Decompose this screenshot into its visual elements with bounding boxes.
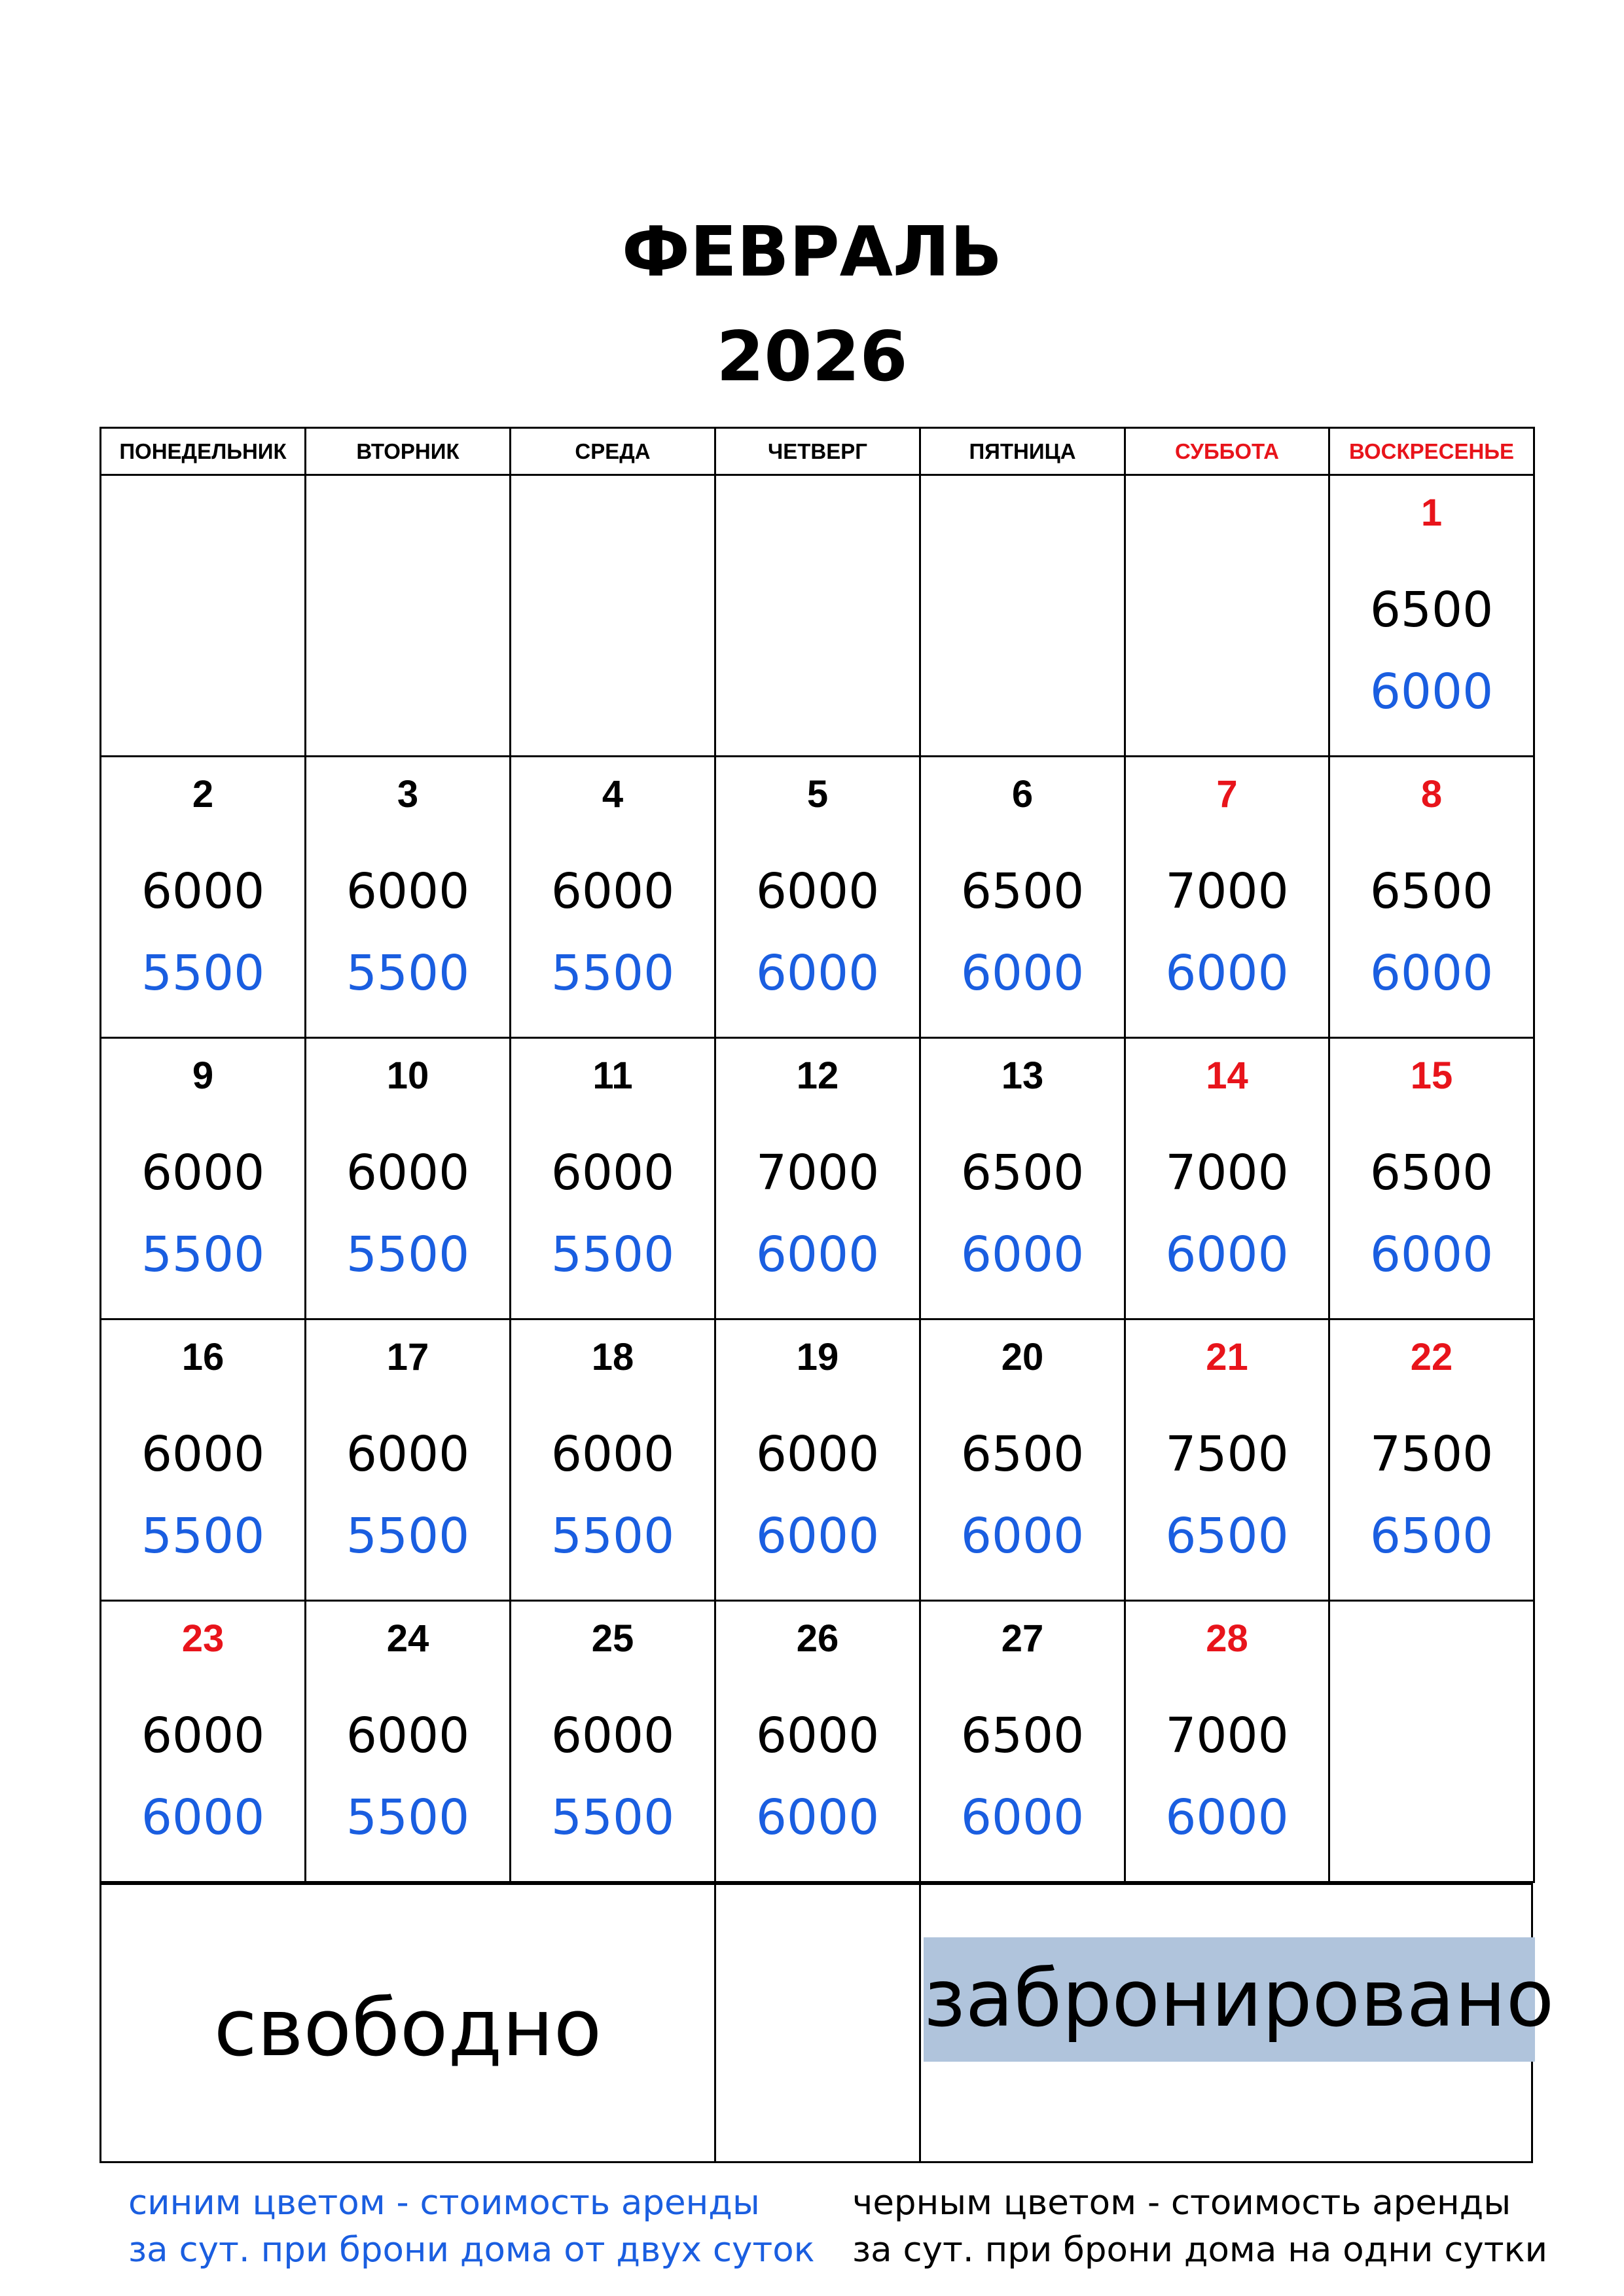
day-cell bbox=[511, 1038, 715, 1319]
legend-box bbox=[99, 1883, 1555, 2163]
price-one-day: 7500 bbox=[1165, 1426, 1289, 1482]
price-two-days: 6000 bbox=[755, 945, 880, 1001]
price-two-days: 6000 bbox=[755, 1508, 880, 1564]
note-one-day-line1: черным цветом - стоимость аренды bbox=[852, 2183, 1511, 2223]
legend-free-label: свободно bbox=[213, 1983, 602, 2074]
day-cell bbox=[1125, 1601, 1329, 1882]
day-number: 2 bbox=[192, 773, 214, 816]
day-number: 15 bbox=[1410, 1054, 1453, 1097]
price-one-day: 6000 bbox=[755, 1708, 880, 1764]
price-two-days: 5500 bbox=[550, 1227, 675, 1283]
price-two-days: 5500 bbox=[141, 1227, 265, 1283]
day-number: 20 bbox=[1001, 1336, 1044, 1378]
day-cell bbox=[1125, 757, 1329, 1038]
legend-booked-label: забронировано bbox=[924, 1937, 1535, 2062]
price-one-day: 6000 bbox=[755, 863, 880, 920]
weekday-tuesday: ВТОРНИК bbox=[306, 428, 511, 475]
price-one-day: 7000 bbox=[1165, 863, 1289, 920]
price-two-days: 6500 bbox=[1165, 1508, 1289, 1564]
empty-cell bbox=[920, 475, 1125, 757]
weekday-wednesday: СРЕДА bbox=[511, 428, 715, 475]
price-one-day: 6000 bbox=[346, 863, 470, 920]
weekday-friday: ПЯТНИЦА bbox=[920, 428, 1125, 475]
day-number: 5 bbox=[806, 773, 829, 816]
calendar-body bbox=[101, 475, 1534, 1882]
day-number: 9 bbox=[192, 1054, 214, 1097]
price-one-day: 6500 bbox=[1369, 582, 1494, 638]
day-number: 21 bbox=[1206, 1336, 1248, 1378]
weekday-monday: ПОНЕДЕЛЬНИК bbox=[101, 428, 306, 475]
day-cell bbox=[715, 1601, 920, 1882]
empty-cell bbox=[1125, 475, 1329, 757]
price-one-day: 6500 bbox=[1369, 1145, 1494, 1201]
day-number: 11 bbox=[592, 1054, 633, 1097]
price-one-day: 6000 bbox=[141, 1145, 265, 1201]
day-cell bbox=[920, 1601, 1125, 1882]
year-title: 2026 bbox=[716, 317, 908, 397]
weekday-sunday: ВОСКРЕСЕНЬЕ bbox=[1329, 428, 1534, 475]
price-one-day: 6500 bbox=[960, 863, 1085, 920]
week-row bbox=[101, 1319, 1534, 1601]
price-one-day: 6000 bbox=[550, 1145, 675, 1201]
price-one-day: 6000 bbox=[346, 1145, 470, 1201]
day-cell bbox=[306, 757, 511, 1038]
legend-divider bbox=[714, 1885, 716, 2161]
day-number: 25 bbox=[591, 1617, 634, 1660]
price-two-days: 5500 bbox=[550, 945, 675, 1001]
day-cell bbox=[920, 757, 1125, 1038]
day-cell bbox=[101, 1038, 306, 1319]
day-number: 18 bbox=[591, 1336, 634, 1378]
week-row bbox=[101, 475, 1534, 757]
price-one-day: 6500 bbox=[960, 1145, 1085, 1201]
day-number: 26 bbox=[796, 1617, 839, 1660]
price-two-days: 6000 bbox=[1165, 945, 1289, 1001]
note-one-day-line2: за сут. при брони дома на одни сутки bbox=[852, 2230, 1548, 2270]
price-one-day: 6000 bbox=[550, 863, 675, 920]
price-two-days: 6000 bbox=[1369, 664, 1494, 720]
price-one-day: 6500 bbox=[960, 1708, 1085, 1764]
price-one-day: 6000 bbox=[141, 1708, 265, 1764]
price-one-day: 6000 bbox=[141, 863, 265, 920]
price-two-days: 5500 bbox=[141, 945, 265, 1001]
price-one-day: 6000 bbox=[550, 1708, 675, 1764]
day-number: 7 bbox=[1216, 773, 1238, 816]
day-cell bbox=[511, 757, 715, 1038]
price-two-days: 6000 bbox=[960, 1227, 1085, 1283]
day-number: 19 bbox=[796, 1336, 839, 1378]
price-two-days: 5500 bbox=[346, 945, 470, 1001]
day-number: 22 bbox=[1410, 1336, 1453, 1378]
price-one-day: 7000 bbox=[1165, 1145, 1289, 1201]
day-number: 1 bbox=[1420, 492, 1443, 534]
note-two-days bbox=[128, 2179, 815, 2274]
price-two-days: 5500 bbox=[346, 1789, 470, 1846]
day-cell bbox=[511, 1601, 715, 1882]
note-one-day bbox=[852, 2179, 1547, 2274]
price-two-days: 6000 bbox=[960, 1508, 1085, 1564]
price-two-days: 5500 bbox=[550, 1508, 675, 1564]
price-one-day: 6000 bbox=[141, 1426, 265, 1482]
day-number: 27 bbox=[1001, 1617, 1044, 1660]
day-cell bbox=[1125, 1319, 1329, 1601]
price-two-days: 6000 bbox=[755, 1789, 880, 1846]
empty-cell bbox=[715, 475, 920, 757]
price-one-day: 7500 bbox=[1369, 1426, 1494, 1482]
day-number: 13 bbox=[1001, 1054, 1044, 1097]
price-two-days: 5500 bbox=[346, 1227, 470, 1283]
empty-cell bbox=[101, 475, 306, 757]
price-two-days: 6000 bbox=[1369, 1227, 1494, 1283]
note-two-days-line2: за сут. при брони дома от двух суток bbox=[128, 2230, 815, 2270]
price-one-day: 6000 bbox=[346, 1708, 470, 1764]
day-cell bbox=[1329, 1319, 1534, 1601]
price-two-days: 6000 bbox=[755, 1227, 880, 1283]
empty-cell bbox=[306, 475, 511, 757]
weekday-header-row bbox=[101, 428, 1534, 475]
month-title: ФЕВРАЛЬ bbox=[621, 212, 1003, 292]
price-one-day: 7000 bbox=[1165, 1708, 1289, 1764]
day-cell bbox=[306, 1601, 511, 1882]
day-cell bbox=[101, 1319, 306, 1601]
week-row bbox=[101, 1601, 1534, 1882]
weekday-thursday: ЧЕТВЕРГ bbox=[715, 428, 920, 475]
price-two-days: 6000 bbox=[960, 1789, 1085, 1846]
day-number: 17 bbox=[386, 1336, 429, 1378]
price-two-days: 6000 bbox=[960, 945, 1085, 1001]
price-one-day: 6500 bbox=[960, 1426, 1085, 1482]
empty-cell bbox=[1329, 1601, 1534, 1882]
day-cell bbox=[1125, 1038, 1329, 1319]
price-two-days: 6500 bbox=[1369, 1508, 1494, 1564]
price-two-days: 5500 bbox=[346, 1508, 470, 1564]
day-number: 23 bbox=[181, 1617, 225, 1660]
day-cell bbox=[715, 1038, 920, 1319]
day-number: 12 bbox=[796, 1054, 839, 1097]
day-number: 8 bbox=[1420, 773, 1443, 816]
price-one-day: 6000 bbox=[550, 1426, 675, 1482]
price-two-days: 6000 bbox=[1369, 945, 1494, 1001]
price-two-days: 6000 bbox=[141, 1789, 265, 1846]
day-cell bbox=[1329, 1038, 1534, 1319]
day-cell bbox=[1329, 475, 1534, 757]
day-cell bbox=[715, 1319, 920, 1601]
day-number: 3 bbox=[397, 773, 419, 816]
price-one-day: 7000 bbox=[755, 1145, 880, 1201]
day-cell bbox=[306, 1038, 511, 1319]
price-one-day: 6500 bbox=[1369, 863, 1494, 920]
week-row bbox=[101, 757, 1534, 1038]
day-cell bbox=[920, 1038, 1125, 1319]
price-one-day: 6000 bbox=[755, 1426, 880, 1482]
price-two-days: 6000 bbox=[1165, 1227, 1289, 1283]
legend-divider bbox=[919, 1885, 921, 2161]
day-cell bbox=[920, 1319, 1125, 1601]
day-number: 6 bbox=[1011, 773, 1034, 816]
day-cell bbox=[101, 757, 306, 1038]
price-two-days: 5500 bbox=[550, 1789, 675, 1846]
weekday-saturday: СУББОТА bbox=[1125, 428, 1329, 475]
price-one-day: 6000 bbox=[346, 1426, 470, 1482]
day-cell bbox=[1329, 757, 1534, 1038]
calendar-table bbox=[99, 427, 1535, 1883]
day-number: 10 bbox=[386, 1054, 429, 1097]
week-row bbox=[101, 1038, 1534, 1319]
day-number: 28 bbox=[1206, 1617, 1248, 1660]
day-number: 24 bbox=[386, 1617, 429, 1660]
day-number: 4 bbox=[602, 773, 624, 816]
day-cell bbox=[101, 1601, 306, 1882]
day-cell bbox=[715, 757, 920, 1038]
note-two-days-line1: синим цветом - стоимость аренды bbox=[128, 2183, 760, 2223]
empty-cell bbox=[511, 475, 715, 757]
day-cell bbox=[306, 1319, 511, 1601]
day-cell bbox=[511, 1319, 715, 1601]
price-two-days: 6000 bbox=[1165, 1789, 1289, 1846]
price-two-days: 5500 bbox=[141, 1508, 265, 1564]
day-number: 14 bbox=[1206, 1054, 1248, 1097]
day-number: 16 bbox=[181, 1336, 225, 1378]
